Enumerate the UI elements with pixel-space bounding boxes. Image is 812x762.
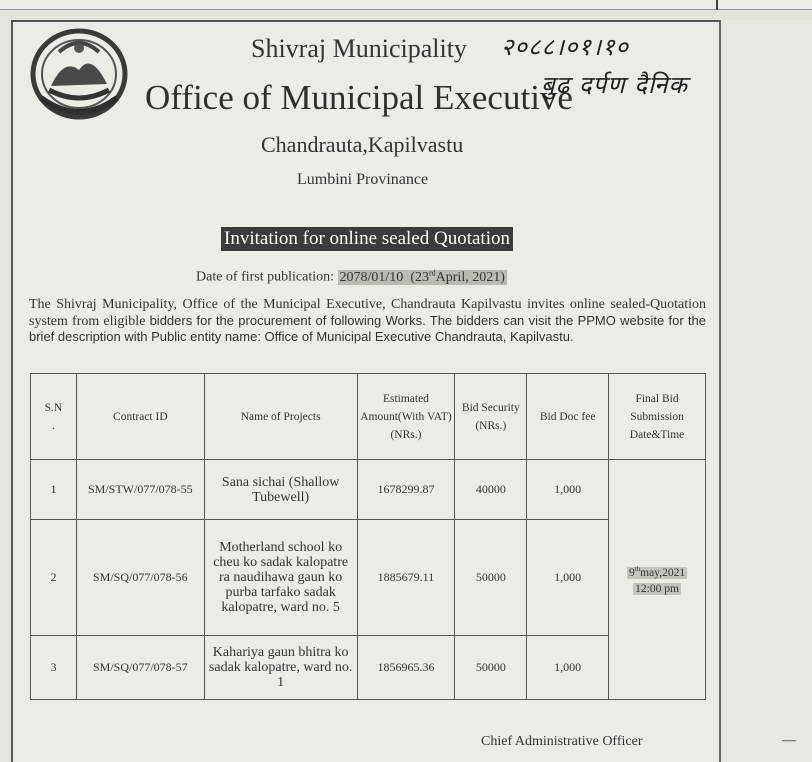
adjacent-clipping-edge — [0, 0, 812, 10]
header-contract-id: Contract ID — [76, 374, 204, 460]
province-name: Lumbini Provinance — [297, 171, 429, 188]
newspaper-notice — [11, 20, 721, 762]
final-submission-cell — [609, 460, 706, 700]
final-submission-time: 12:00 pm — [635, 583, 679, 596]
header-sn: S.N . — [31, 374, 77, 460]
table-row: 2 SM/SQ/077/078-56 Motherland school ko cheu ko sadak kalopatre ra naudihawa gaun ko purba tarfako sadak kalopatre, ward no. 5 1885679.11 50000 1,000 — [31, 520, 706, 636]
table-header-row — [31, 374, 706, 460]
signatory-title: Chief Administrative Officer — [481, 734, 643, 749]
table-row: 1 SM/STW/077/078-55 Sana sichai (Shallow Tubewell) 1678299.87 40000 1,000 9thmay,2021 12:00 pm — [31, 460, 706, 520]
handwritten-source: बुढ दर्पण दैनिक — [541, 71, 688, 99]
publication-label: Date of first publication: — [196, 269, 335, 285]
office-title: Office of Municipal Executive — [145, 78, 573, 117]
margin-mark: — — [782, 733, 796, 748]
notice-title: Invitation for online sealed Quotation — [221, 227, 513, 251]
publication-date — [196, 268, 507, 286]
header-final-submission: Final Bid Submission Date&Time — [609, 374, 706, 460]
office-address: Chandrauta,Kapilvastu — [261, 132, 464, 157]
page-margin — [723, 20, 812, 762]
handwritten-date: २०८८।०१।१० — [501, 33, 630, 61]
header-estimated-amount: Estimated Amount(With VAT)(NRs.) — [357, 374, 455, 460]
nepal-emblem-icon — [29, 28, 129, 120]
works-table — [30, 373, 706, 700]
table-row: 3 SM/SQ/077/078-57 Kahariya gaun bhitra ko sadak kalopatre, ward no. 1 1856965.36 50000 1,000 — [31, 636, 706, 700]
final-submission-date: 9thmay,2021 — [628, 565, 686, 580]
publication-date-value: 2078/01/10 (23rdApril, 2021) — [339, 268, 505, 285]
header-project-name: Name of Projects — [204, 374, 357, 460]
header-bid-security: Bid Security (NRs.) — [455, 374, 527, 460]
header-bid-doc-fee: Bid Doc fee — [527, 374, 609, 460]
municipality-name: Shivraj Municipality — [251, 34, 467, 63]
notice-intro: The Shivraj Municipality, Office of the Municipal Executive, Chandrauta Kapilvastu invites online sealed-Quotation system from eligible bidders for the procurement of following Works. The bidders can visit the PPMO website for the brief description with Public entity name: Office of Municipal Executive Chandrauta, Kapilvastu. — [29, 297, 706, 344]
